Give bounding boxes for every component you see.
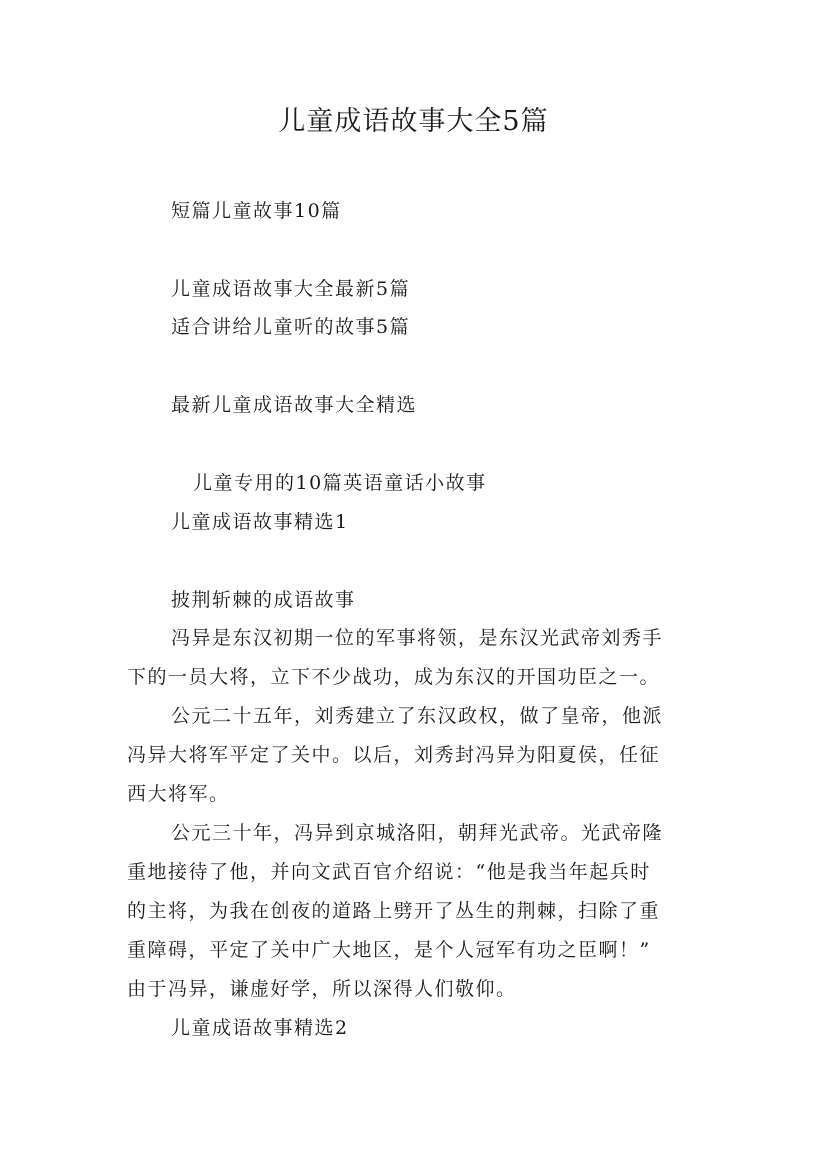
paragraph-3-line-1: 公元三十年，冯异到京城洛阳，朝拜光武帝。光武帝隆 xyxy=(171,822,664,844)
related-link-5[interactable]: 儿童专用的10篇英语童话小故事 xyxy=(193,472,487,494)
story-title: 披荆斩棘的成语故事 xyxy=(171,589,356,611)
paragraph-3-line-3: 的主将，为我在创夜的道路上劈开了丛生的荆棘，扫除了重 xyxy=(127,900,661,922)
paragraph-2-line-2: 冯异大将军平定了关中。以后，刘秀封冯异为阳夏侯，任征 xyxy=(127,744,661,766)
related-link-2[interactable]: 儿童成语故事大全最新5篇 xyxy=(171,278,411,300)
paragraph-3-line-5: 由于冯异，谦虚好学，所以深得人们敬仰。 xyxy=(127,978,517,1000)
paragraph-2-line-3: 西大将军。 xyxy=(127,783,230,805)
section-heading-2: 儿童成语故事精选2 xyxy=(171,1017,349,1039)
paragraph-3-line-4: 重障碍，平定了关中广大地区，是个人冠军有功之臣啊！” xyxy=(127,939,651,961)
paragraph-2-line-1: 公元二十五年，刘秀建立了东汉政权，做了皇帝，他派 xyxy=(171,705,664,727)
paragraph-3-line-2: 重地接待了他，并向文武百官介绍说：“他是我当年起兵时 xyxy=(127,861,651,883)
document-title: 儿童成语故事大全5篇 xyxy=(278,106,549,137)
related-link-1[interactable]: 短篇儿童故事10篇 xyxy=(171,200,342,222)
paragraph-1-line-2: 下的一员大将，立下不少战功，成为东汉的开国功臣之一。 xyxy=(127,666,661,688)
section-heading-1: 儿童成语故事精选1 xyxy=(171,511,349,533)
paragraph-1-line-1: 冯异是东汉初期一位的军事将领，是东汉光武帝刘秀手 xyxy=(171,627,664,649)
related-link-4[interactable]: 最新儿童成语故事大全精选 xyxy=(171,394,418,416)
related-link-3[interactable]: 适合讲给儿童听的故事5篇 xyxy=(171,316,411,338)
